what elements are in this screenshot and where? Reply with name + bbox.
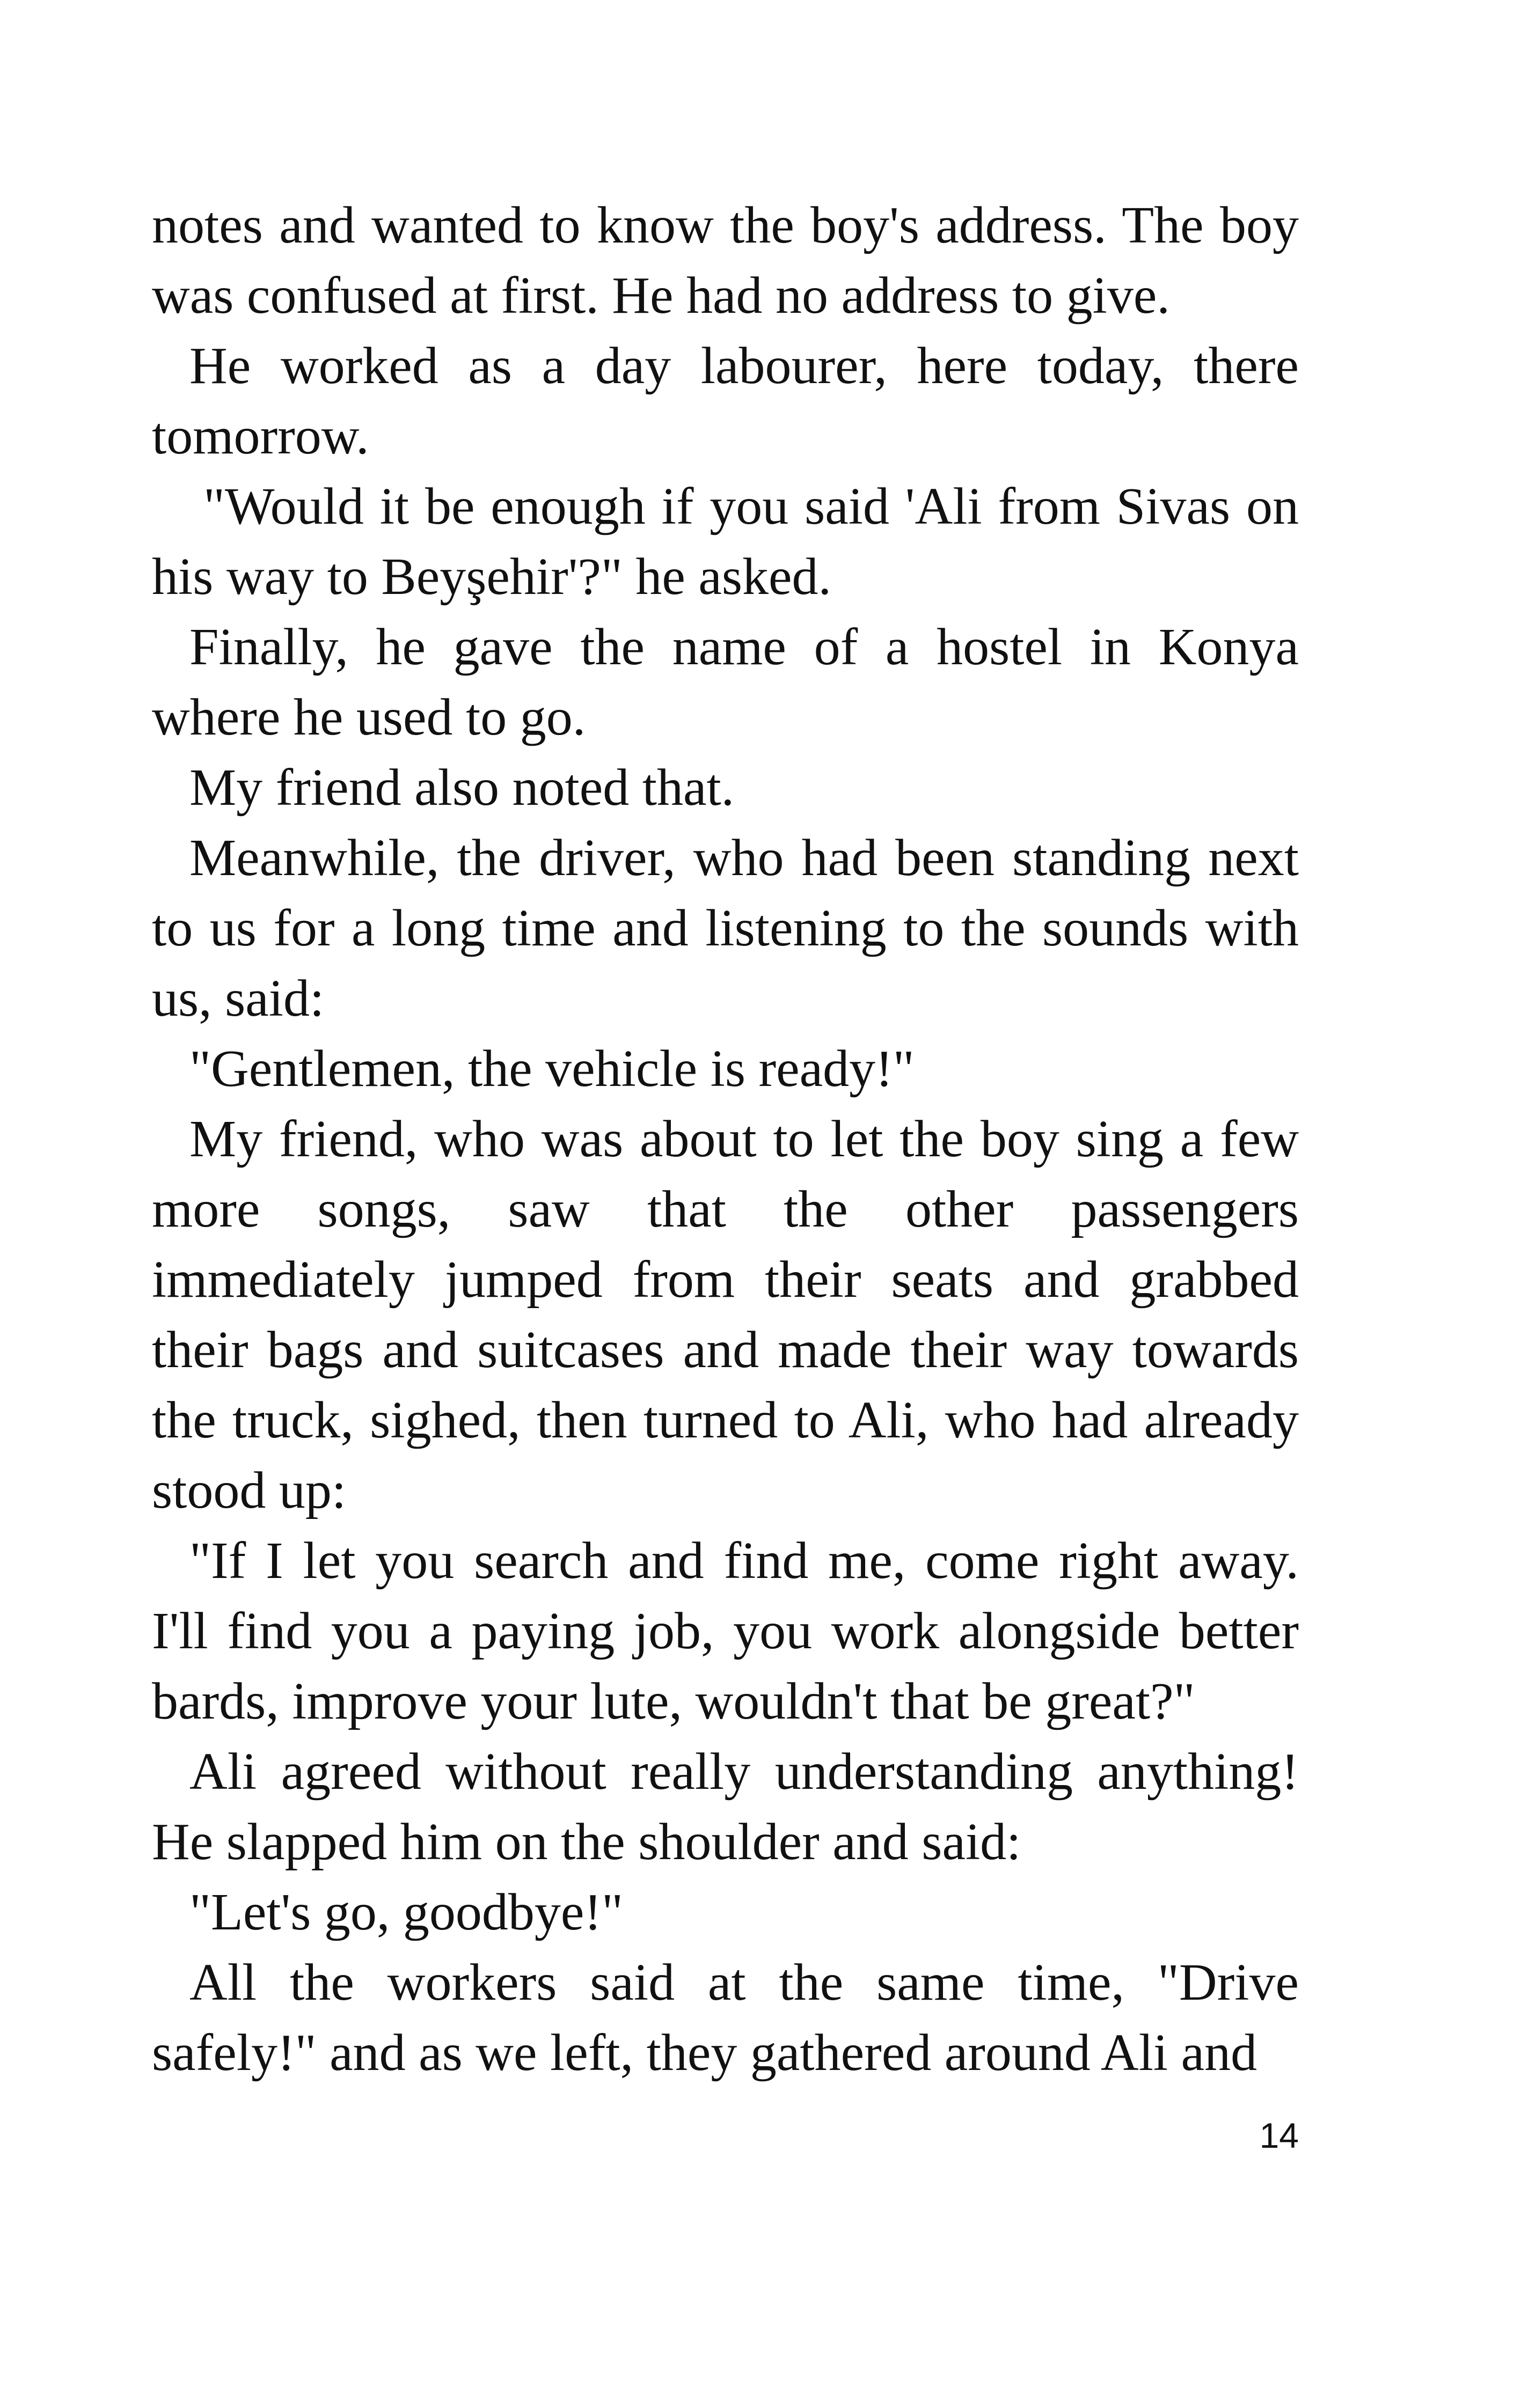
paragraph: "Let's go, goodbye!"	[189, 1883, 624, 1941]
paragraph: "Would it be enough if you said 'Ali from Sivas on his way to Beyşehir'?" he asked.	[152, 478, 1299, 606]
paragraph: He worked as a day labourer, here today, there tomorrow.	[152, 337, 1299, 465]
paragraph: "If I let you search and find me, come right away. I'll find you a paying job, you work alongside better bards, improve your lute, wouldn't that be great?"	[152, 1532, 1299, 1730]
body-text	[152, 190, 1299, 2088]
paragraph: Ali agreed without really understanding anything! He slapped him on the shoulder and said:	[152, 1743, 1299, 1871]
paragraph-continues: All the workers said at the same time, "Drive safely!" and as we left, they gathered around Ali and	[152, 1954, 1299, 2082]
paragraph-continued: notes and wanted to know the boy's address. The boy was confused at first. He had no address to give.	[152, 196, 1299, 325]
paragraph: My friend, who was about to let the boy sing a few more songs, saw that the other passengers immediately jumped from their seats and grabbed their bags and suitcases and made their way towards the truck, sighed, then turned to Ali, who had already stood up:	[152, 1110, 1299, 1519]
paragraph: Finally, he gave the name of a hostel in Konya where he used to go.	[152, 618, 1299, 746]
paragraph: Meanwhile, the driver, who had been standing next to us for a long time and listening to the sounds with us, said:	[152, 829, 1299, 1027]
paragraph: My friend also noted that.	[189, 759, 735, 817]
page-number: 14	[1259, 2116, 1299, 2155]
paragraph: "Gentlemen, the vehicle is ready!"	[189, 1040, 915, 1098]
